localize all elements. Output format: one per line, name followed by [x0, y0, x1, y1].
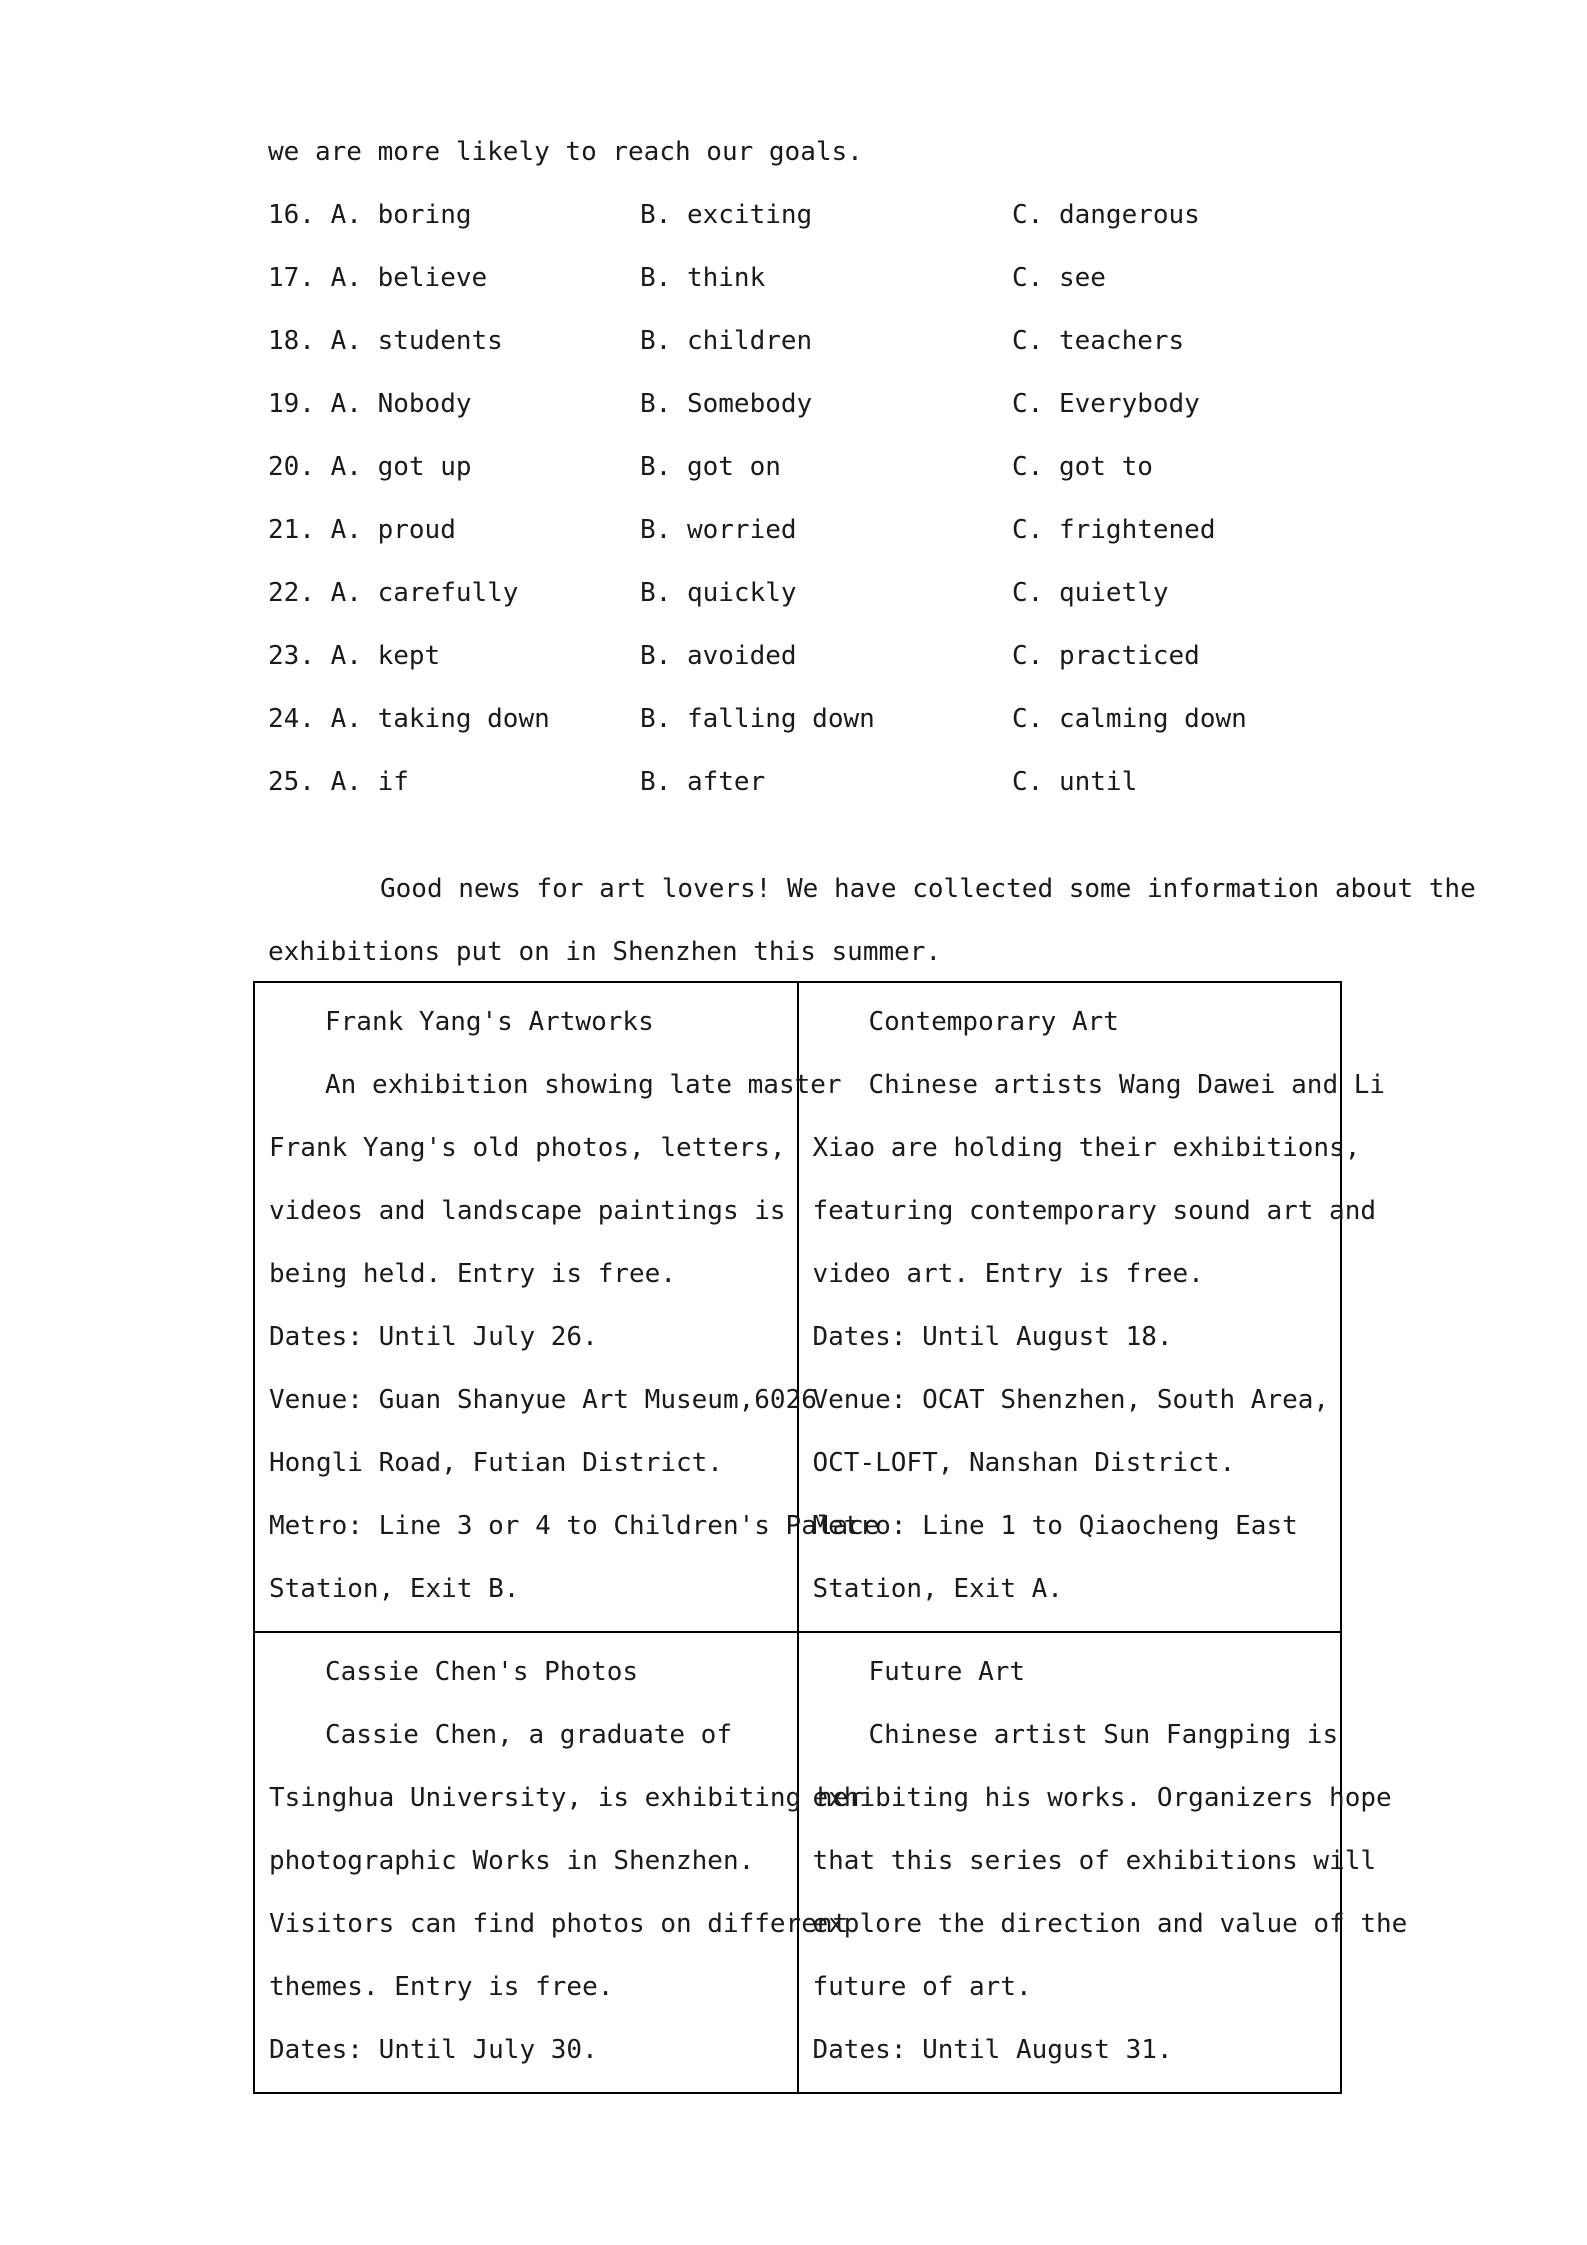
exhibition-line: being held. Entry is free.: [269, 1259, 676, 1289]
exhibition-title: Frank Yang's Artworks: [325, 1007, 654, 1037]
option-a: A. carefully: [330, 578, 519, 608]
option-c: C. quietly: [1012, 578, 1169, 608]
exhibition-line: photographic Works in Shenzhen.: [269, 1846, 755, 1876]
exhibition-metro: Metro: Line 1 to Qiaocheng East: [812, 1511, 1298, 1541]
exhibition-line: OCT-LOFT, Nanshan District.: [812, 1448, 1236, 1478]
exhibition-cell: [798, 1632, 1408, 2093]
exhibition-line: Chinese artists Wang Dawei and Li: [868, 1070, 1386, 1100]
option-a: A. if: [330, 767, 409, 797]
exhibition-cell: [798, 982, 1386, 1632]
option-c: C. Everybody: [1012, 389, 1200, 419]
option-c: C. see: [1012, 263, 1106, 293]
option-number: 22.: [268, 578, 315, 608]
option-number: 19.: [268, 389, 315, 419]
option-number: 24.: [268, 704, 315, 734]
exhibition-dates: Dates: Until July 30.: [269, 2035, 598, 2065]
exhibition-line: An exhibition showing late master: [325, 1070, 842, 1100]
option-row: [268, 436, 1348, 499]
exhibition-line: Xiao are holding their exhibitions,: [812, 1133, 1361, 1163]
option-number: 23.: [268, 641, 315, 671]
option-b: B. Somebody: [640, 389, 813, 419]
intro-line: we are more likely to reach our goals.: [268, 137, 863, 167]
option-c: C. teachers: [1012, 326, 1185, 356]
exhibition-line: Chinese artist Sun Fangping is: [868, 1720, 1339, 1750]
answer-options: [268, 184, 1348, 814]
exhibition-venue: Venue: Guan Shanyue Art Museum,6026: [269, 1385, 817, 1415]
passage-line: Good news for art lovers! We have collected some information about the: [380, 874, 1476, 904]
option-row: [268, 688, 1348, 751]
exhibitions-table: [253, 981, 1408, 2094]
exhibition-line: exhibiting his works. Organizers hope: [812, 1783, 1392, 1813]
exhibition-line: Cassie Chen, a graduate of: [325, 1720, 732, 1750]
option-number: 25.: [268, 767, 315, 797]
exhibition-cell: [254, 1632, 864, 2093]
exhibition-dates: Dates: Until July 26.: [269, 1322, 598, 1352]
option-a: A. taking down: [330, 704, 550, 734]
option-row: [268, 310, 1348, 373]
option-a: A. got up: [330, 452, 472, 482]
exhibition-line: future of art.: [812, 1972, 1032, 2002]
option-b: B. got on: [640, 452, 781, 482]
exhibition-line: themes. Entry is free.: [269, 1972, 614, 2002]
option-row: [268, 184, 1348, 247]
exhibition-metro: Metro: Line 3 or 4 to Children's Palace: [269, 1511, 880, 1541]
option-b: B. exciting: [640, 200, 813, 230]
exhibition-venue: Venue: OCAT Shenzhen, South Area,: [812, 1385, 1330, 1415]
option-row: [268, 625, 1348, 688]
option-a: A. believe: [330, 263, 488, 293]
exhibition-line: featuring contemporary sound art and: [812, 1196, 1377, 1226]
option-row: [268, 751, 1348, 814]
option-number: 18.: [268, 326, 315, 356]
option-c: C. got to: [1012, 452, 1153, 482]
option-a: A. Nobody: [330, 389, 472, 419]
exhibition-line: Station, Exit A.: [812, 1574, 1063, 1604]
exhibition-line: explore the direction and value of the: [812, 1909, 1408, 1939]
option-a: A. students: [330, 326, 503, 356]
option-b: B. quickly: [640, 578, 797, 608]
passage-paragraph: [268, 858, 1476, 984]
exhibition-dates: Dates: Until August 31.: [812, 2035, 1173, 2065]
option-c: C. calming down: [1012, 704, 1247, 734]
option-b: B. worried: [640, 515, 797, 545]
option-a: A. kept: [330, 641, 441, 671]
exhibition-title: Cassie Chen's Photos: [325, 1657, 639, 1687]
option-c: C. dangerous: [1012, 200, 1200, 230]
exhibition-line: video art. Entry is free.: [812, 1259, 1204, 1289]
exhibition-line: Station, Exit B.: [269, 1574, 520, 1604]
passage-line: exhibitions put on in Shenzhen this summer.: [268, 937, 942, 967]
option-number: 21.: [268, 515, 315, 545]
option-c: C. practiced: [1012, 641, 1200, 671]
option-c: C. until: [1012, 767, 1138, 797]
exhibition-title: Contemporary Art: [868, 1007, 1119, 1037]
option-c: C. frightened: [1012, 515, 1216, 545]
option-b: B. avoided: [640, 641, 797, 671]
option-b: B. think: [640, 263, 766, 293]
option-a: A. boring: [330, 200, 472, 230]
table-row: [254, 1632, 1341, 2093]
exhibition-cell: [254, 982, 880, 1632]
option-number: 20.: [268, 452, 315, 482]
exhibition-line: that this series of exhibitions will: [812, 1846, 1377, 1876]
exhibition-line: Tsinghua University, is exhibiting her: [269, 1783, 864, 1813]
exhibition-line: videos and landscape paintings is: [269, 1196, 786, 1226]
option-row: [268, 562, 1348, 625]
exhibition-line: Visitors can find photos on different: [269, 1909, 849, 1939]
option-number: 17.: [268, 263, 315, 293]
exhibition-line: Frank Yang's old photos, letters,: [269, 1133, 786, 1163]
table-row: [254, 982, 1341, 1632]
option-row: [268, 499, 1348, 562]
option-b: B. falling down: [640, 704, 875, 734]
exhibition-title: Future Art: [868, 1657, 1026, 1687]
option-number: 16.: [268, 200, 315, 230]
option-row: [268, 247, 1348, 310]
option-b: B. after: [640, 767, 766, 797]
exhibition-line: Hongli Road, Futian District.: [269, 1448, 723, 1478]
exhibition-dates: Dates: Until August 18.: [812, 1322, 1173, 1352]
option-a: A. proud: [330, 515, 456, 545]
option-row: [268, 373, 1348, 436]
option-b: B. children: [640, 326, 813, 356]
